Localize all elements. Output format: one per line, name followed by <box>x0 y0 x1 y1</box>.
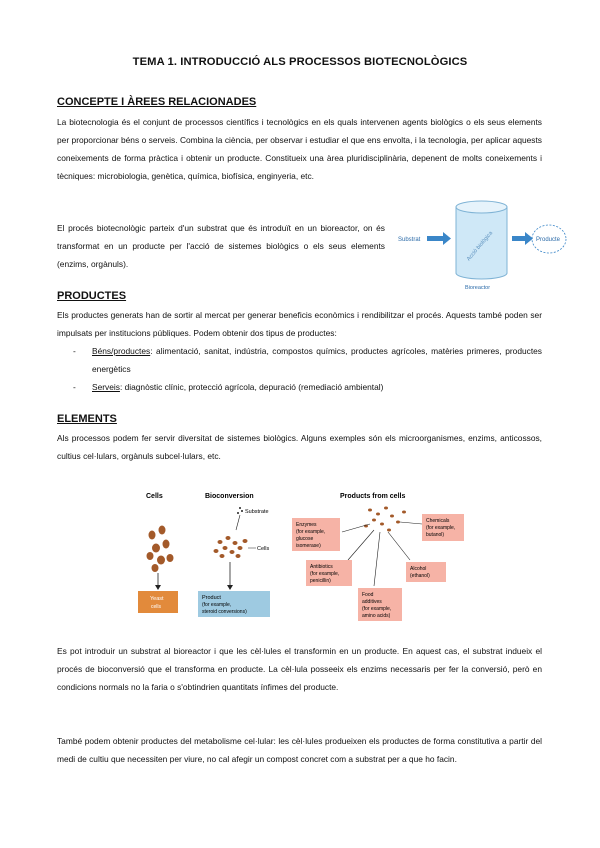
arrow-out <box>512 232 533 245</box>
products-cells <box>364 507 406 532</box>
cells-figure <box>130 488 470 623</box>
arrow-cells-down <box>155 573 161 590</box>
svg-text:amino acids): amino acids) <box>362 613 391 619</box>
svg-text:penicillin): penicillin) <box>310 578 331 584</box>
svg-text:(ethanol): (ethanol) <box>410 573 430 579</box>
paragraph-metabolisme: També podem obtenir productes del metabolisme cel·lular: les cèl·lules produeixen els productes de forma constitutiva a partir del medi de cultiu que necessiten per viure, no cal afegir un compost concret com a substrat per a que ho facin. <box>57 736 542 764</box>
svg-text:glucose: glucose <box>296 536 314 542</box>
bioreactor-label: Bioreactor <box>465 285 491 291</box>
product-label: Producte <box>536 237 561 243</box>
box-antibiotics <box>306 560 352 586</box>
arrow-bioconv-down <box>227 562 233 590</box>
svg-text:butanol): butanol) <box>426 532 445 538</box>
svg-text:Food: Food <box>362 592 374 598</box>
paragraph-productes: Els productes generats han de sortir al mercat per generar beneficis econòmics i rendibilitzar el procés. Aquests també poden ser impulsats per institucions públiques. Podem obtenir dos tipus de productes: <box>57 310 542 338</box>
bioreactor-action-label: Acció biològica <box>465 230 495 263</box>
box-enzymes <box>292 518 340 551</box>
svg-text:additives: additives <box>362 599 382 605</box>
product-box-label: Product <box>202 595 221 601</box>
svg-text:Alcohol: Alcohol <box>410 566 427 572</box>
bioconversion-title: Bioconversion <box>205 493 254 500</box>
svg-text:(for example,: (for example, <box>426 525 456 531</box>
cells-fig-label: Cells <box>257 546 270 552</box>
box-alcohol <box>406 562 446 582</box>
bioreactor-diagram <box>395 197 570 292</box>
list-item-serveis: - Serveis: diagnòstic clínic, protecció agrícola, depuració (remediació ambiental) <box>73 382 384 392</box>
term-bens: Béns/productes <box>92 346 151 356</box>
product-box-label-2: (for example, <box>202 602 232 608</box>
heading-productes: PRODUCTES <box>57 290 127 302</box>
substrate-dots <box>237 507 243 514</box>
product-box-label-3: steroid conversions) <box>202 609 247 615</box>
heading-elements: ELEMENTS <box>57 413 117 425</box>
svg-text:(for example,: (for example, <box>362 606 392 612</box>
arrow-substrate <box>236 515 240 530</box>
box-chemicals <box>422 514 464 541</box>
paragraph-elements: Als processos podem fer servir diversitat de sistemes biològics. Alguns exemples són els microorganismes, enzims, anticossos, cultius cel·lulars, orgànuls subcel·lulars, etc. <box>57 433 542 461</box>
yeast-label: Yeast <box>150 596 164 602</box>
list-item-bens: - Béns/productes: alimentació, sanitat, indústria, compostos químics, productes agrícoles, matèries primeres, productes energètics <box>73 346 542 374</box>
products-title: Products from cells <box>340 493 406 500</box>
svg-text:(for example,: (for example, <box>310 571 340 577</box>
products-list <box>57 342 542 396</box>
yeast-cells-cluster <box>147 526 174 573</box>
box-food-additives <box>358 588 402 621</box>
svg-text:Enzymes: Enzymes <box>296 522 317 528</box>
page-title: TEMA 1. INTRODUCCIÓ ALS PROCESSOS BIOTECNOLÒGICS <box>132 56 468 68</box>
svg-text:isomerase): isomerase) <box>296 543 321 549</box>
arrow-in <box>427 232 451 245</box>
cells-title: Cells <box>146 493 163 500</box>
svg-text:Antibiotics: Antibiotics <box>310 564 333 570</box>
heading-concepte: CONCEPTE I ÀREES RELACIONADES <box>57 96 257 108</box>
term-serveis: Serveis <box>92 382 120 392</box>
svg-text:(for example,: (for example, <box>296 529 326 535</box>
yeast-label-2: cells <box>151 604 162 610</box>
paragraph-bioconversio: Es pot introduir un substrat al bioreactor i que les cèl·lules el transformin en un producte. En aquest cas, el substrat indueix el procés de bioconversió que el transforma en producte. La cèl·lula posseeix els enzims necessaris per fer la conversió, però en condicions normals no la faria o s'obtindrien quantitats ínfimes del producte. <box>57 646 542 692</box>
paragraph-biotecnologia: La biotecnologia és el conjunt de processos científics i tecnològics en els quals intervenen agents biològics o els seus elements per proporcionar béns o serveis. Combina la ciència, per observar i estudiar el que ens envolta, i la tecnologia, per aplicar aquests coneixements de forma pràctica i obtenir un producte. Constitueix una àrea pluridisciplinària, depenent de molts coneixements i tècniques: microbiologia, genètica, química, biofísica, enginyeria, etc. <box>57 117 542 181</box>
svg-text:Chemicals: Chemicals <box>426 518 450 524</box>
substrate-fig-label: Substrate <box>245 509 269 515</box>
substrate-label: Substrat <box>398 237 421 243</box>
paragraph-proces: El procés biotecnològic parteix d'un substrat que és introduït en un bioreactor, on és transformat en un producte per l'acció de sistemes biològics o els seus elements (enzims, orgànuls). <box>57 223 385 269</box>
bioconversion-cells <box>214 536 248 558</box>
